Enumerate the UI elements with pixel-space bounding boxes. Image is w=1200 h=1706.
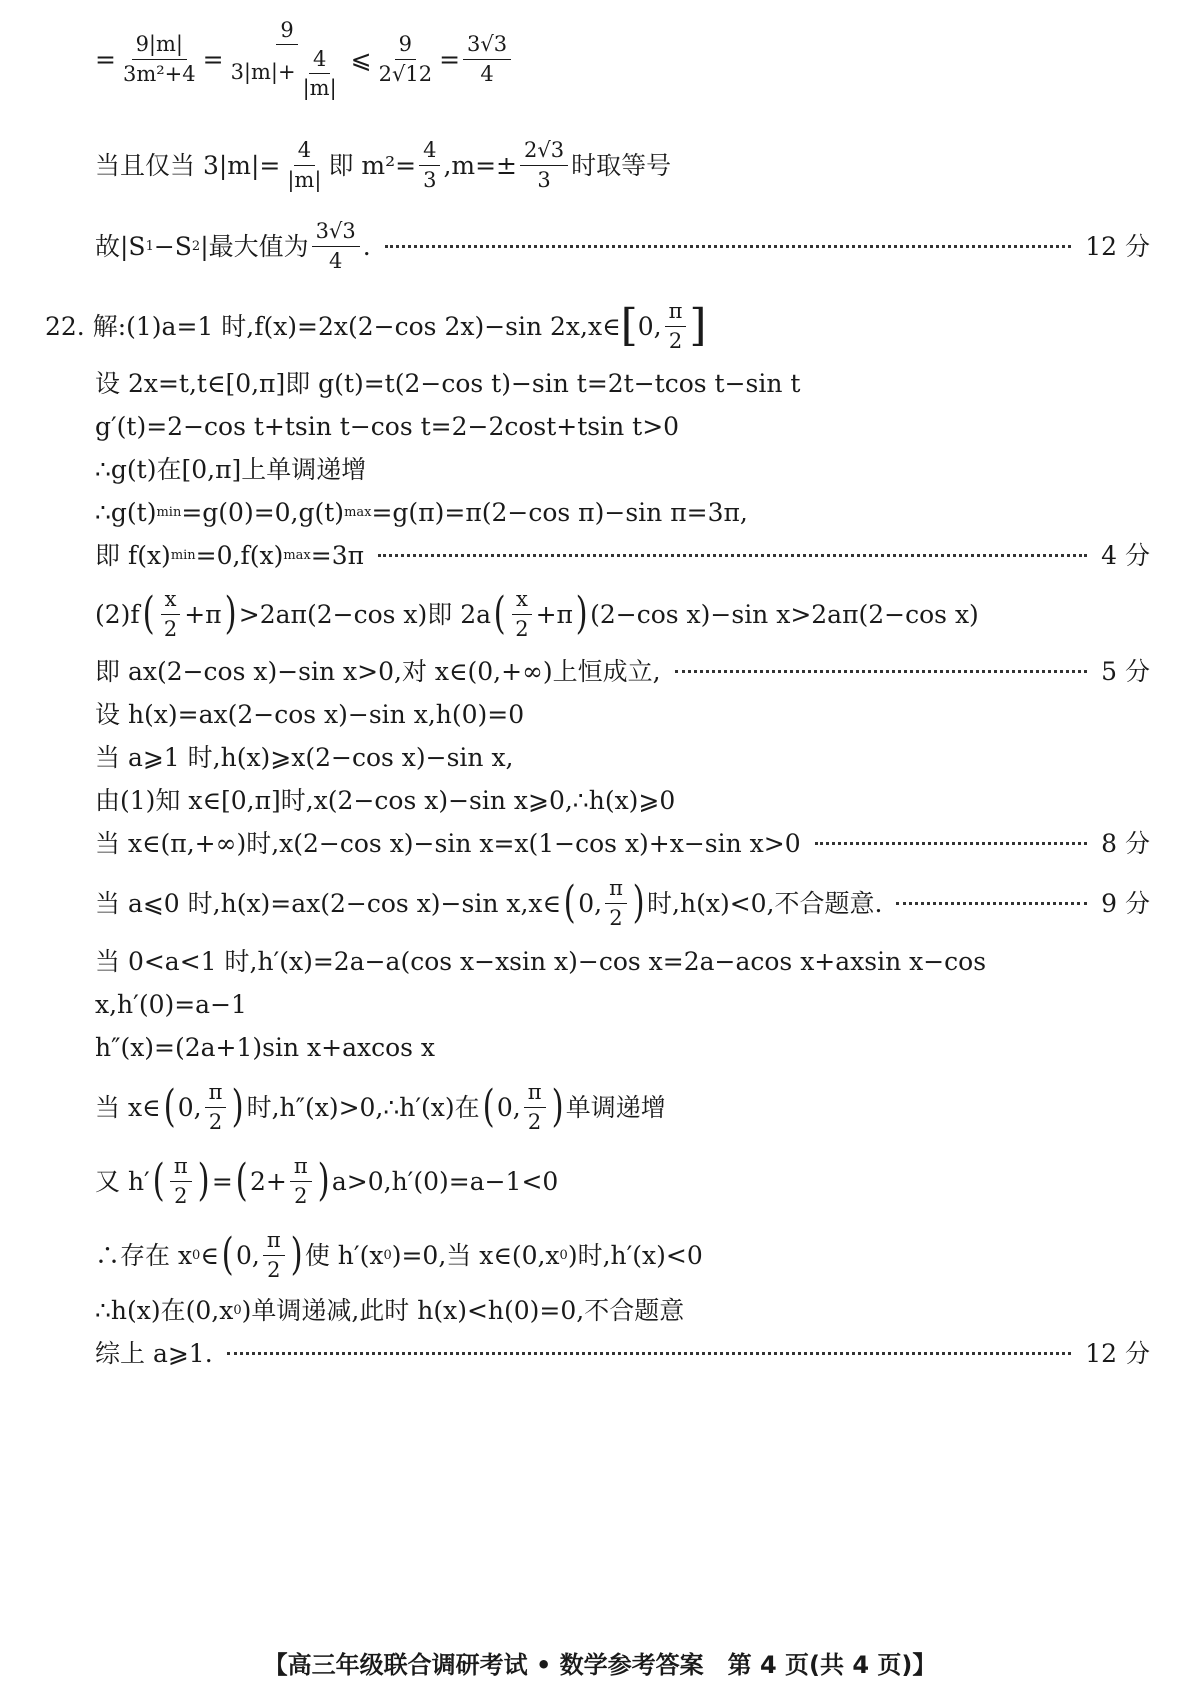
right-paren: ) [632,877,645,929]
le-sign: ⩽ [350,44,372,74]
fraction-4-denominator: 4 [480,61,494,86]
score-label: 4 分 [1101,540,1150,570]
text-segment: )单调递减,此时 h(x)<h(0)=0,不合题意 [241,1295,685,1325]
text-segment: 0, [637,311,662,341]
denominator: 2 [163,616,178,641]
fraction-1 [119,32,200,85]
line-text: ∴g(t)在[0,π]上单调递增 [95,454,367,484]
numerator: π [290,1154,312,1181]
line-text: 设 2x=t,t∈[0,π]即 g(t)=t(2−cos t)−sin t=2t−tcos t−sin t [95,368,801,398]
inequality-chain-line [95,17,1150,101]
solution-line [95,454,1150,484]
score-label: 12 分 [1085,1338,1150,1368]
text-segment: 时,h″(x)>0,∴h′(x)在 [246,1092,480,1122]
text-segment: )=0,当 x∈(0,x [391,1240,560,1270]
text-segment: ∴存在 x [95,1240,193,1270]
score-label: 5 分 [1101,656,1150,686]
text-segment: =0,f(x) [195,540,284,570]
text-segment: ∈ [200,1240,219,1270]
text-segment: =3π [310,540,365,570]
right-paren: ) [551,1081,564,1133]
text-segment: ,m=± [443,150,517,180]
text-segment: = [211,1166,233,1196]
solution-line [95,1079,1150,1135]
denominator: 2 [668,328,683,353]
left-paren: ( [563,877,576,929]
right-paren: ) [197,1155,210,1207]
score-label: 12 分 [1085,231,1150,261]
left-paren: ( [142,588,155,640]
fraction [665,299,687,352]
text-segment: 即 m²= [328,150,417,180]
fraction-1-denominator: 3m²+4 [122,61,196,86]
part-2-line [95,586,1150,642]
text-segment: +π [535,599,573,629]
eq-sign: = [202,44,224,74]
denominator: 2 [174,1183,188,1208]
page-footer: 【高三年级联合调研考试 • 数学参考答案 第 4 页(共 4 页)】 [263,1651,937,1679]
denominator: 2 [609,905,623,930]
text-segment: 0, [236,1240,260,1270]
right-paren: ) [575,588,588,640]
solution-line [95,1032,1150,1062]
text-segment: a>0,h′(0)=a−1<0 [331,1166,559,1196]
numerator: 4 [294,138,315,165]
fraction-3 [375,32,436,85]
numerator: x [512,587,532,614]
dot-leader [896,902,1087,905]
numerator: 3√3 [312,219,360,246]
fraction [312,219,360,272]
text-segment: =g(0)=0,g(t) [181,497,345,527]
denominator: 2 [267,1257,281,1282]
solution-line [95,946,1150,976]
text-segment: 0, [496,1092,521,1122]
solution-line [95,742,1150,772]
fraction [524,1080,546,1133]
right-paren: ) [224,588,237,640]
fraction-4-numerator: 3√3 [463,32,511,59]
subscript: max [283,547,311,563]
text-segment: 综上 a⩾1. [95,1338,213,1368]
left-paren: ( [152,1155,165,1207]
left-paren: ( [482,1081,495,1133]
line-text: 当 0<a<1 时,h′(x)=2a−a(cos x−xsin x)−cos x=2a−acos x+axsin x−cos [95,946,987,976]
fraction-2-denominator [227,45,348,100]
denominator: 2 [527,1109,542,1134]
text-segment: 即 f(x) [95,540,171,570]
fraction [283,138,325,191]
subscript: 0 [192,1247,201,1263]
left-paren: ( [493,588,506,640]
fraction [520,138,568,191]
solution-line [95,1295,1150,1325]
text-segment: 单调递增 [565,1092,666,1122]
text-segment: ∴h(x)在(0,x [95,1295,234,1325]
line-text: h″(x)=(2a+1)sin x+axcos x [95,1032,436,1062]
numerator: x [161,587,181,614]
denominator: 4 [329,248,343,273]
subscript: max [344,504,372,520]
numerator: π [263,1228,285,1255]
fraction-3-numerator: 9 [395,32,416,59]
dot-leader [675,670,1088,673]
right-paren: ) [290,1229,303,1281]
subscript: 1 [145,238,154,254]
numerator: π [605,876,627,903]
max-value-line [95,216,1150,276]
solution-line [95,1227,1150,1283]
numerator: π [205,1080,227,1107]
fraction [511,587,532,640]
eq-sign: = [95,44,116,74]
fraction-2-numerator: 9 [276,18,297,45]
score-label: 9 分 [1101,888,1150,918]
line-text: 由(1)知 x∈[0,π]时,x(2−cos x)−sin x⩾0,∴h(x)⩾0 [95,785,676,815]
right-paren: ) [231,1081,245,1133]
solution-line [95,875,1150,931]
solution-line [95,656,1150,686]
subscript: 0 [383,1247,392,1263]
question-22-heading [45,298,1150,354]
dot-leader [378,554,1087,557]
nested-numerator: 4 [309,47,330,74]
text-segment: 0, [578,888,603,918]
subscript: min [170,547,196,563]
text-segment: 故|S [95,231,146,261]
text-segment: 使 h′(x [304,1240,384,1270]
dot-leader [385,245,1072,248]
text-segment: 即 ax(2−cos x)−sin x>0,对 x∈(0,+∞)上恒成立, [95,656,661,686]
numerator: 4 [419,138,440,165]
fraction [160,587,181,640]
equality-condition-line [95,135,1150,195]
solution-line [95,1153,1150,1209]
text-segment: . [362,231,371,261]
text-segment: −S [153,231,192,261]
denominator: 3 [537,167,551,192]
fraction-2 [227,18,348,100]
fraction [290,1154,312,1207]
numerator: 2√3 [520,138,568,165]
left-bracket: [ [620,300,638,352]
solution-line [95,368,1150,398]
nested-fraction [299,47,341,100]
dot-leader [227,1352,1072,1355]
line-text: x,h′(0)=a−1 [95,989,247,1019]
dot-leader [815,842,1088,845]
nested-denominator: |m| [302,76,337,101]
text-segment: 又 h′ [95,1166,150,1196]
solution-line [95,699,1150,729]
numerator: π [665,299,687,326]
text-segment: ∴g(t) [95,497,157,527]
fraction [605,876,627,929]
solution-line [95,497,1150,527]
fraction-3-denominator: 2√12 [378,61,433,86]
eq-sign: = [439,44,461,74]
right-paren: ) [317,1155,330,1207]
fraction [263,1228,285,1281]
text-segment: 0, [177,1092,202,1122]
solution-line [95,411,1150,441]
numerator: π [524,1080,546,1107]
subscript: 0 [559,1247,568,1263]
solution-line [95,828,1150,858]
denominator: |m| [287,167,322,192]
text-segment: 当且仅当 3|m|= [95,150,281,180]
denominator: 2 [294,1183,308,1208]
text-segment: (2−cos x)−sin x>2aπ(2−cos x) [590,599,979,629]
conclusion-line [95,1338,1150,1368]
fraction [419,138,440,191]
line-text: g′(t)=2−cos t+tsin t−cos t=2−2cost+tsin t>0 [95,411,680,441]
left-paren: ( [235,1155,248,1207]
left-paren: ( [163,1081,176,1133]
fraction-2-denominator-text: 3|m|+ [230,60,296,85]
text-segment: >2aπ(2−cos x)即 2a [238,599,492,629]
text-segment: )时,h′(x)<0 [567,1240,703,1270]
fraction [205,1080,227,1133]
text-segment: +π [184,599,222,629]
left-paren: ( [221,1229,234,1281]
text-segment: 2+ [250,1166,287,1196]
line-text: 当 a⩾1 时,h(x)⩾x(2−cos x)−sin x, [95,742,514,772]
line-text: 设 h(x)=ax(2−cos x)−sin x,h(0)=0 [95,699,525,729]
fraction-1-numerator: 9|m| [132,32,187,59]
text-segment: 当 x∈ [95,1092,161,1122]
denominator: 3 [423,167,437,192]
subscript: min [156,504,182,520]
solution-line [95,989,1150,1019]
subscript: 2 [191,238,201,254]
text-segment: 时,h(x)<0,不合题意. [647,888,883,918]
text-segment: 当 a⩽0 时,h(x)=ax(2−cos x)−sin x,x∈ [95,888,562,918]
solution-line [95,785,1150,815]
numerator: π [170,1154,192,1181]
text-segment: 22. 解:(1)a=1 时,f(x)=2x(2−cos 2x)−sin 2x,x∈ [45,311,621,341]
right-bracket: ] [689,300,707,352]
text-segment: (2)f [95,599,140,629]
fraction-4 [463,32,511,85]
text-segment: 时取等号 [571,150,672,180]
score-label: 8 分 [1101,828,1150,858]
denominator: 2 [515,616,529,641]
text-segment: 当 x∈(π,+∞)时,x(2−cos x)−sin x=x(1−cos x)+x−sin x>0 [95,828,801,858]
fraction [170,1154,192,1207]
solution-line [95,540,1150,570]
text-segment: =g(π)=π(2−cos π)−sin π=3π, [371,497,748,527]
denominator: 2 [208,1109,223,1134]
subscript: 0 [233,1302,242,1318]
text-segment: |最大值为 [200,231,309,261]
